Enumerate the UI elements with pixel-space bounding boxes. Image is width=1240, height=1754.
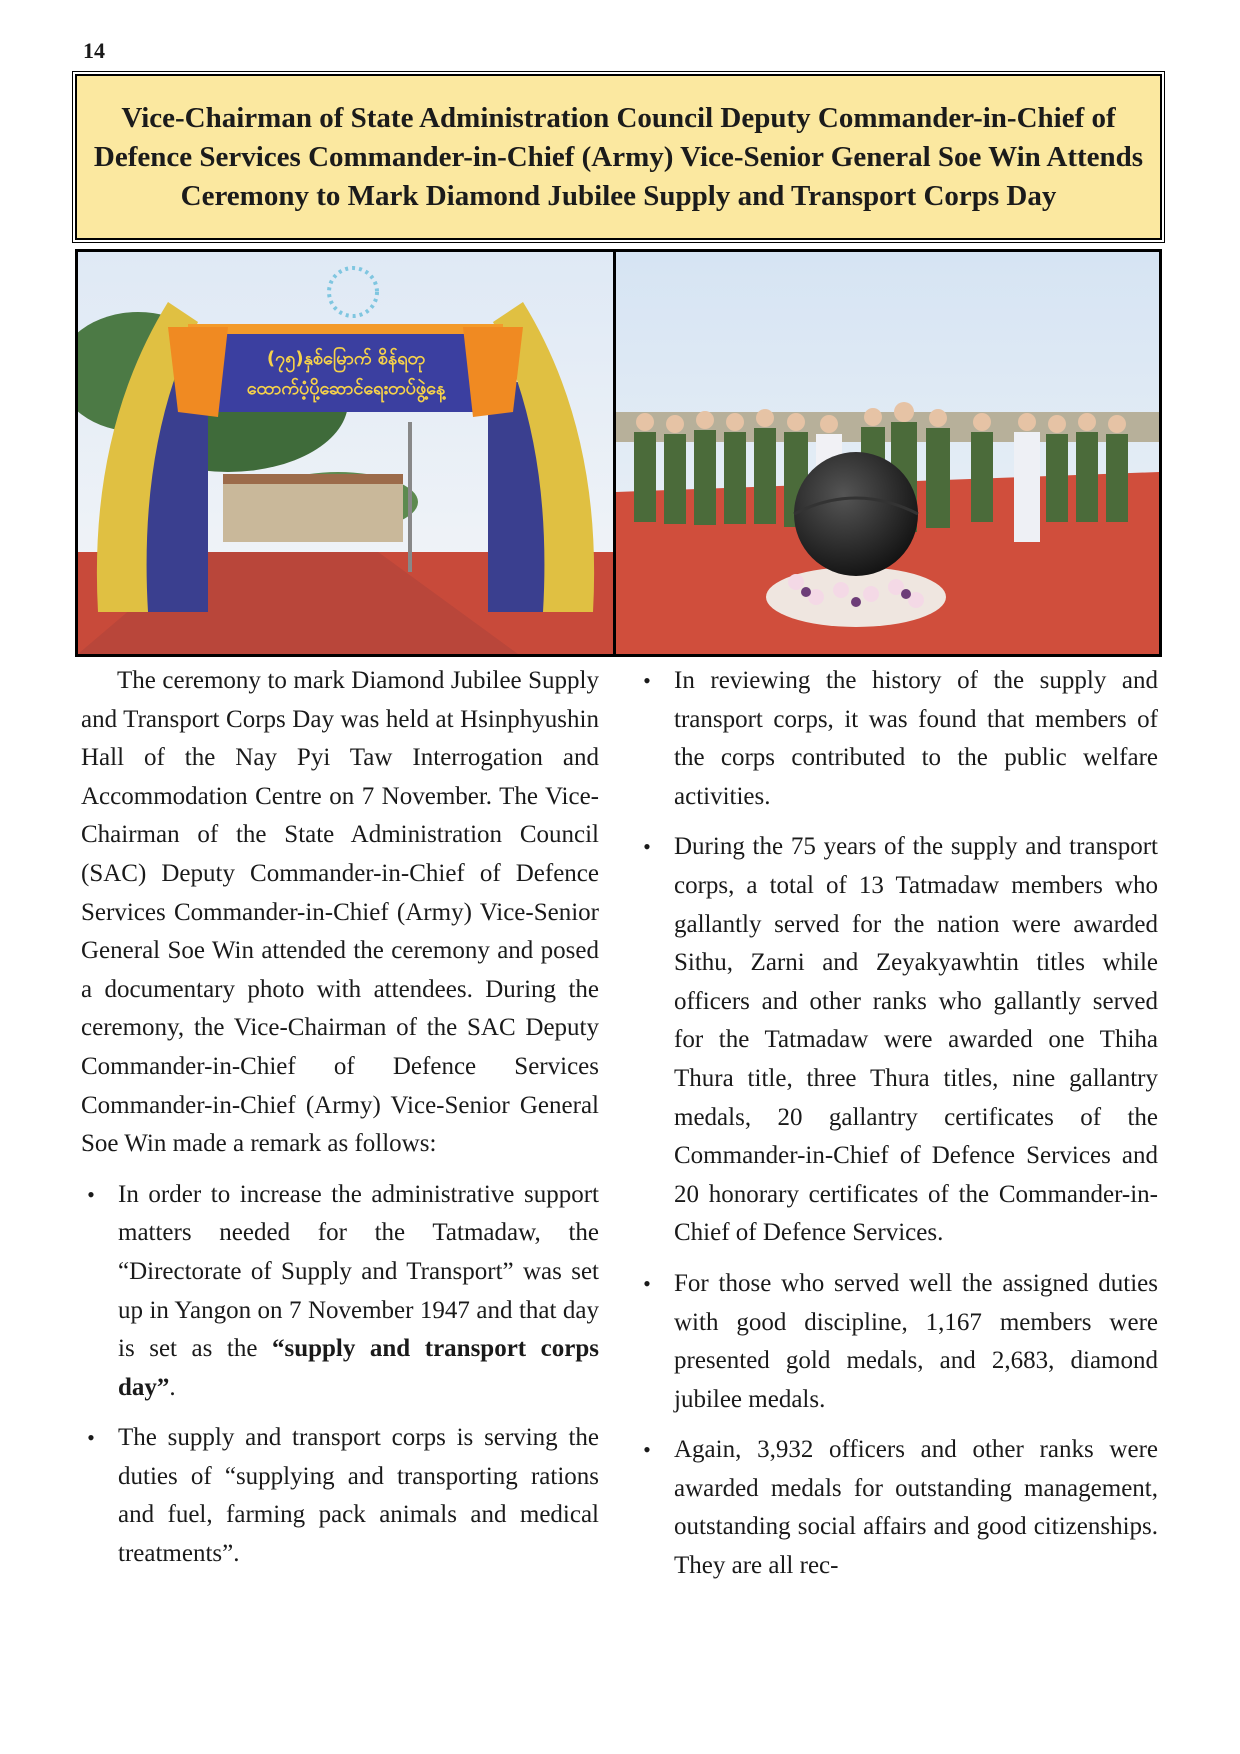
list-item (637, 662, 1158, 816)
photo-frame (75, 249, 1162, 657)
bullet-text: In order to increase the administrative support matters needed for the Tatmadaw, the “Directorate of Supply and Transport” was set up in Yangon on 7 November 1947 and that day is set as the (118, 1180, 599, 1363)
bullet-text: The supply and transport corps is serving the duties of “supplying and transporting rations and fuel, farming pack animals and medical treatments”. (118, 1424, 599, 1568)
bullet-tail-text: . (169, 1373, 176, 1401)
banner-text-line1: (၇၅)နှစ်မြောက် စိန်ရတု (266, 348, 426, 369)
headline-box (75, 74, 1162, 240)
bullet-list-right (637, 662, 1158, 1586)
lead-paragraph: The ceremony to mark Diamond Jubilee Supply and Transport Corps Day was held at Hsinphyushin Hall of the Nay Pyi Taw Interrogation and Accommodation Centre on 7 November. The Vice-Chairman of the State Administration Council (SAC) Deputy Commander-in-Chief of Defence Services Commander-in-Chief (Army) Vice-Senior General Soe Win attended the ceremony and posed a documentary photo with attendees. During the ceremony, the Vice-Chairman of the SAC Deputy Commander-in-Chief of Defence Services Commander-in-Chief (Army) Vice-Senior General Soe Win made a remark as follows: (81, 667, 599, 1158)
bullet-icon: • (87, 1425, 95, 1451)
bullet-text: During the 75 years of the supply and transport corps, a total of 13 Tatmadaw members who gallantly served for the nation were awarded Sithu, Zarni and Zeyakyawhtin titles while officers and other ranks who gallantly served for the Tatmadaw were awarded one Thiha Thura title, three Thura titles, nine gallantry medals, 20 gallantry certificates of the Commander-in-Chief of Defence Services and 20 honorary certificates of the Commander-in-Chief of Defence Services. (674, 833, 1158, 1247)
list-item (81, 1419, 599, 1573)
bullet-icon: • (643, 1437, 651, 1463)
bullet-icon: • (643, 668, 651, 693)
bullet-icon: • (643, 1270, 651, 1296)
list-item (81, 1176, 599, 1408)
banner-text-line2: ထောက်ပံ့ပို့ဆောင်ရေးတပ်ဖွဲ့နေ့ (246, 378, 446, 399)
bullet-list-left (81, 1176, 599, 1574)
list-item (637, 1265, 1158, 1419)
photo-jubilee-arch (78, 252, 613, 654)
headline: Vice-Chairman of State Administration Council Deputy Commander-in-Chief of Defence Services Commander-in-Chief (Army) Vice-Senior General Soe Win Attends Ceremony to Mark Diamond Jubilee Supply and Transport Corps Day (93, 101, 1144, 212)
bullet-icon: • (87, 1181, 95, 1207)
list-item (637, 828, 1158, 1253)
bullet-text: In reviewing the history of the supply and transport corps, it was found that members of the corps contributed to the public welfare activities. (674, 667, 1158, 810)
bullet-text: For those who served well the assigned duties with good discipline, 1,167 members were presented gold medals, and 2,683, diamond jubilee medals. (674, 1269, 1158, 1413)
bullet-bold-text: “supply and transport corps day” (118, 1335, 599, 1401)
article-column-left (81, 662, 599, 1586)
article-column-right (637, 662, 1158, 1598)
bullet-icon: • (643, 834, 651, 860)
page-number: 14 (83, 38, 105, 63)
bullet-text: Again, 3,932 officers and other ranks were awarded medals for outstanding management, outstanding social affairs and good citizenships. They are all rec- (674, 1436, 1158, 1580)
photo-officers-globe (616, 252, 1159, 654)
list-item (637, 1431, 1158, 1585)
